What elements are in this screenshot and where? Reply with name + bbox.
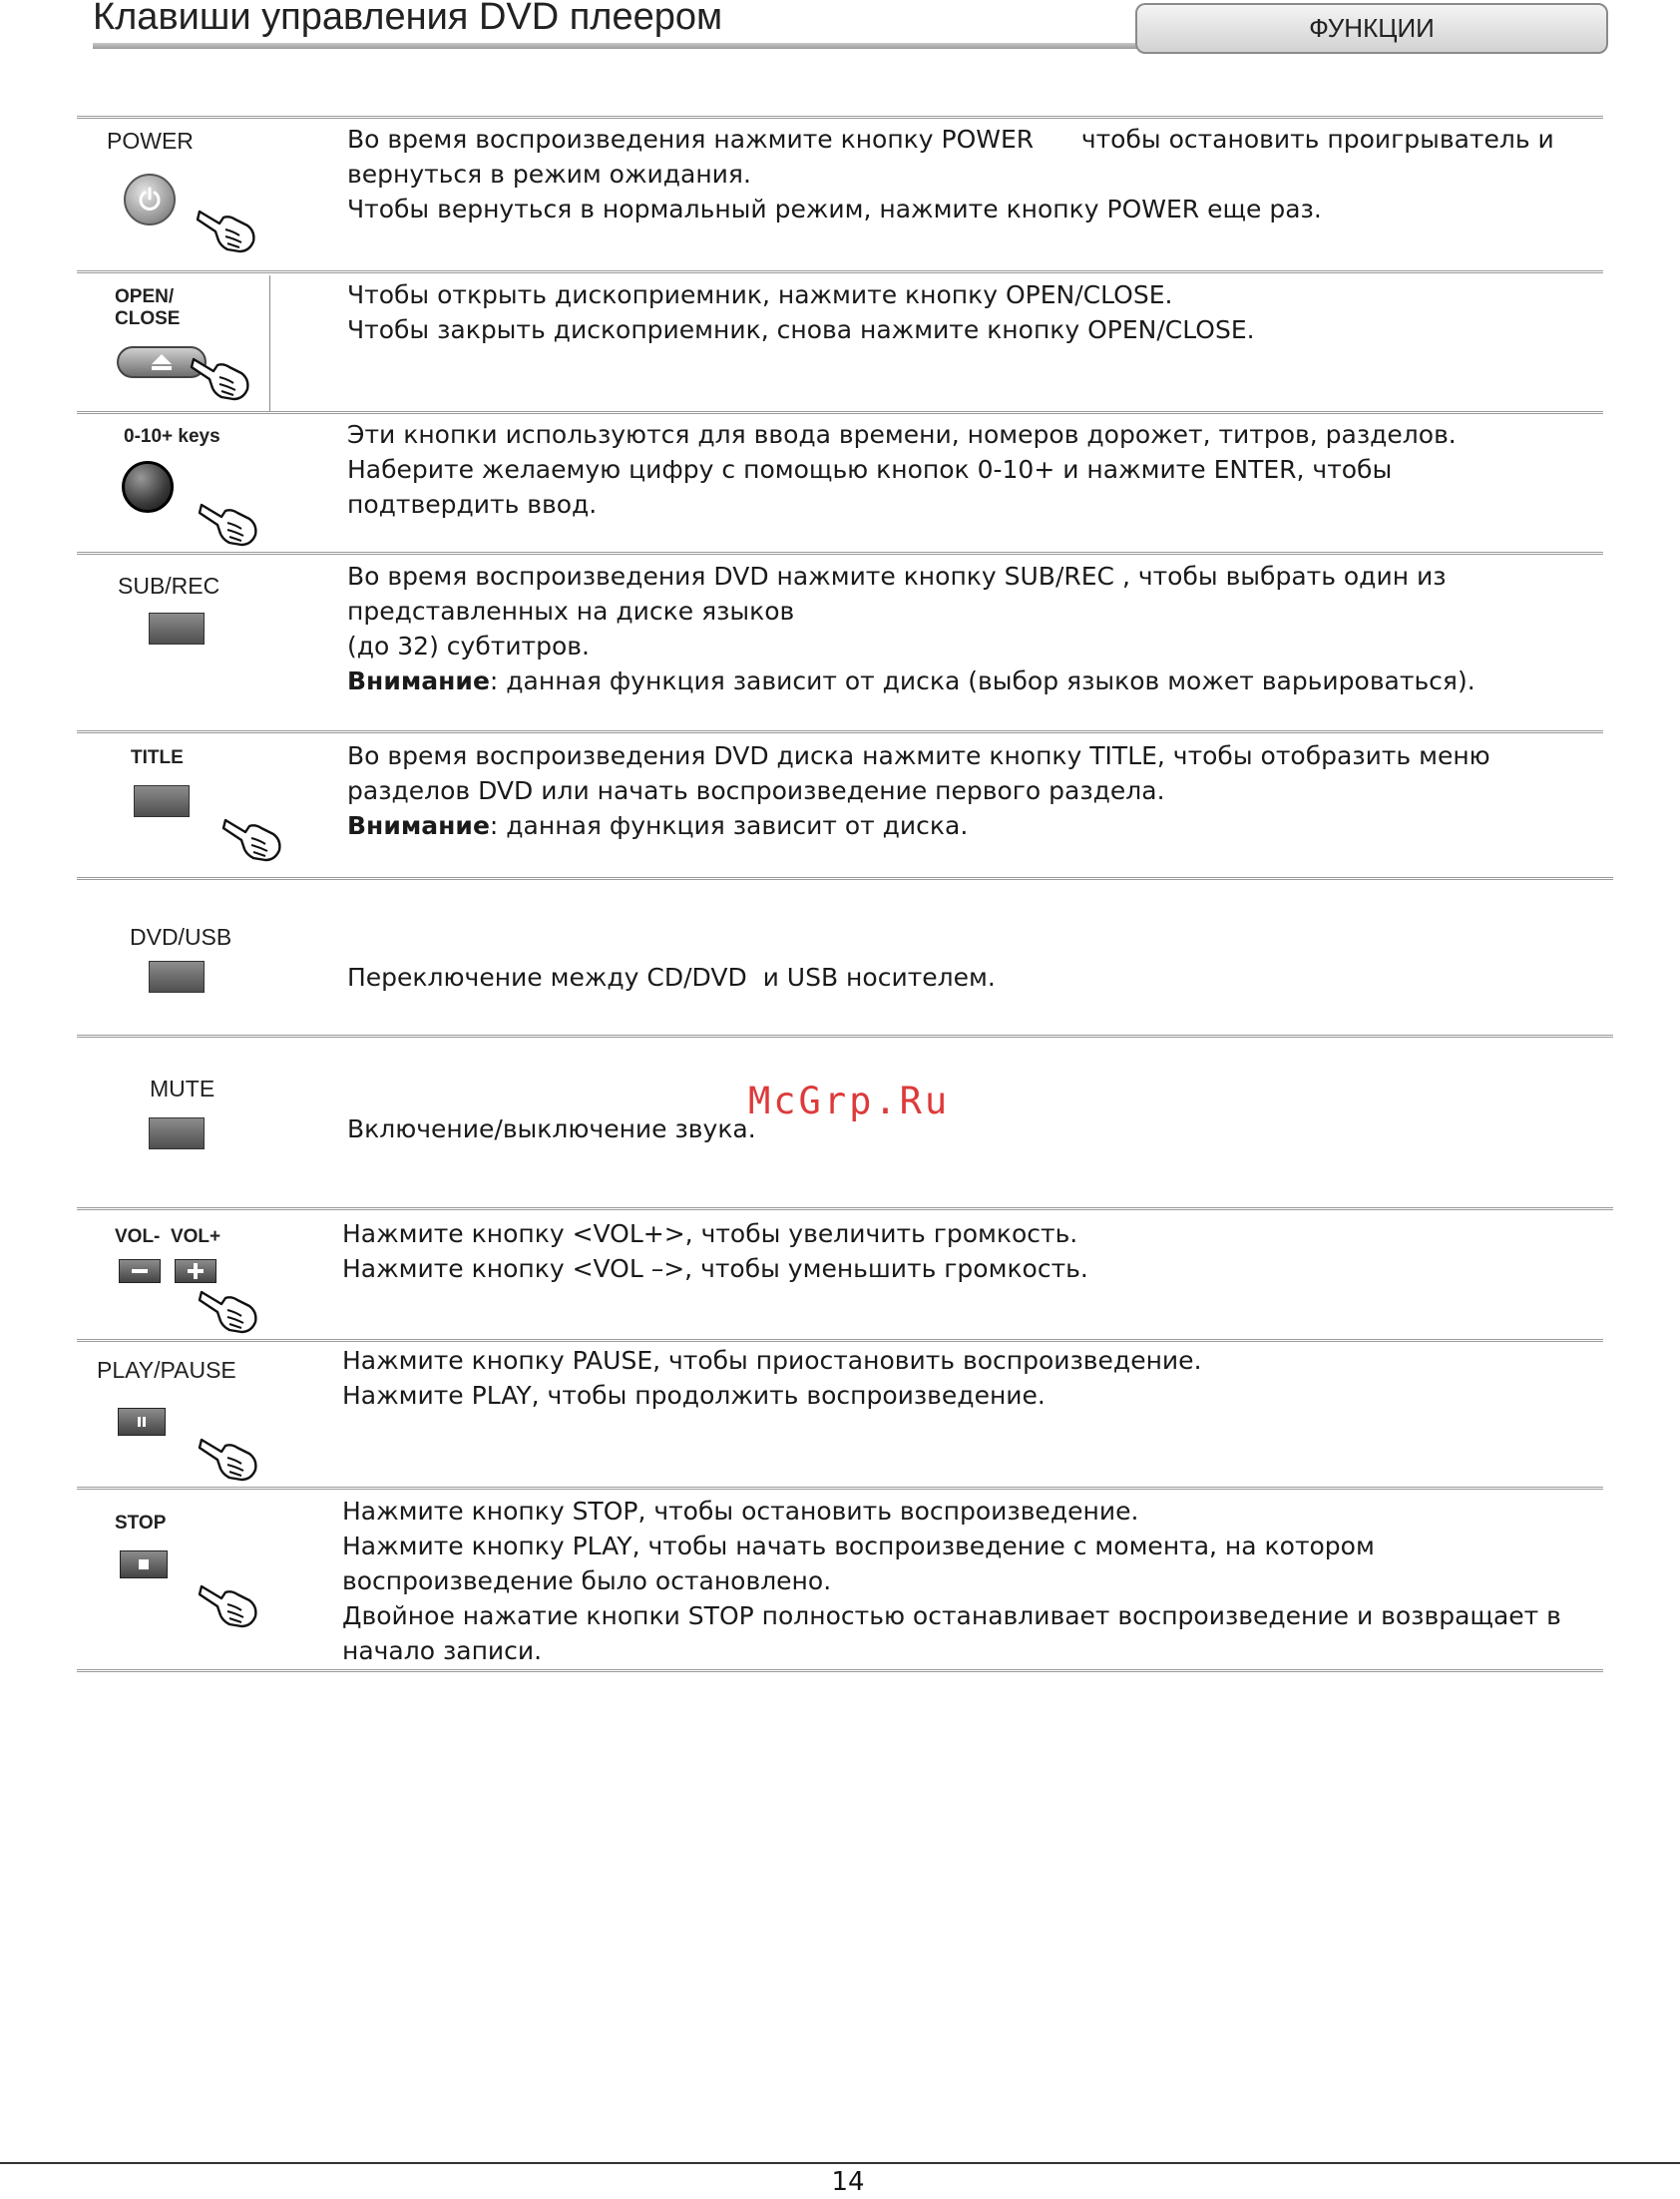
row-description <box>342 1494 1561 1668</box>
row-divider <box>77 877 1613 880</box>
row-description <box>347 1111 756 1146</box>
row-divider <box>77 552 1603 555</box>
pointing-hand-icon <box>198 1576 261 1630</box>
description-line: Включение/выключение звука. <box>347 1114 756 1143</box>
key-label: STOP <box>115 1513 167 1534</box>
volume-down-button <box>119 1259 161 1283</box>
cell-border <box>269 275 270 411</box>
power-icon <box>136 186 164 214</box>
pointing-hand-icon <box>198 1430 261 1484</box>
page-title: Клавиши управления DVD плеером <box>93 0 723 38</box>
minus-icon <box>132 1268 148 1274</box>
pointing-hand-icon <box>221 810 285 864</box>
description-line: представленных на диске языков <box>347 597 795 626</box>
key-label: TITLE <box>131 747 184 768</box>
pointing-hand-icon <box>198 495 261 549</box>
description-line: Нажмите кнопку <VOL –>, чтобы уменьшить громкость. <box>342 1254 1088 1283</box>
row-divider <box>77 1669 1603 1672</box>
note-label: Внимание <box>347 666 490 695</box>
digit-button <box>122 461 174 513</box>
stop-button <box>120 1550 168 1578</box>
stop-icon <box>139 1559 149 1569</box>
description-line: Нажмите кнопку PLAY, чтобы начать воспроизведение с момента, на котором <box>342 1532 1375 1560</box>
mute-button <box>149 1117 205 1149</box>
description-line: подтвердить ввод. <box>347 490 598 519</box>
title-underline <box>93 43 1140 49</box>
description-line: Нажмите PLAY, чтобы продолжить воспроизведение. <box>342 1381 1046 1410</box>
description-line: вернуться в режим ожидания. <box>347 160 751 189</box>
play-pause-button <box>118 1408 166 1436</box>
description-line: Чтобы закрыть дископриемник, снова нажмите кнопку OPEN/CLOSE. <box>347 315 1255 344</box>
description-line: Наберите желаемую цифру с помощью кнопок 0-10+ и нажмите ENTER, чтобы <box>347 455 1393 484</box>
row-description <box>347 960 996 995</box>
row-divider <box>77 116 1603 119</box>
description-line: (до 32) субтитров. <box>347 632 590 660</box>
description-line: Нажмите кнопку STOP, чтобы остановить воспроизведение. <box>342 1497 1139 1526</box>
row-divider <box>77 730 1603 733</box>
description-line: Переключение между CD/DVD и USB носителем. <box>347 963 996 992</box>
row-description <box>347 277 1255 347</box>
watermark: McGrp.Ru <box>748 1080 951 1122</box>
description-line: начало записи. <box>342 1636 543 1665</box>
key-label: VOL- VOL+ <box>115 1226 221 1247</box>
sub-rec-button <box>149 613 205 645</box>
page-number: 14 <box>831 2167 865 2197</box>
pause-icon <box>136 1416 148 1428</box>
plus-icon <box>188 1263 204 1279</box>
description-line: Чтобы открыть дископриемник, нажмите кнопку OPEN/CLOSE. <box>347 280 1173 309</box>
description-line: Во время воспроизведения DVD нажмите кнопку SUB/REC , чтобы выбрать один из <box>347 562 1447 591</box>
description-line: Во время воспроизведения нажмите кнопку POWER чтобы остановить проигрыватель и <box>347 125 1554 154</box>
description-line: Чтобы вернуться в нормальный режим, нажмите кнопку POWER еще раз. <box>347 195 1322 223</box>
row-divider <box>77 1207 1613 1210</box>
row-divider <box>77 1487 1603 1490</box>
eject-icon <box>151 353 173 371</box>
key-label: SUB/REC <box>118 573 220 599</box>
key-label: OPEN/ CLOSE <box>115 286 181 329</box>
key-label: MUTE <box>150 1076 215 1101</box>
note-text: : данная функция зависит от диска. <box>489 811 969 840</box>
description-line: Во время воспроизведения DVD диска нажмите кнопку TITLE, чтобы отобразить меню <box>347 741 1490 770</box>
pointing-hand-icon <box>190 349 253 403</box>
row-description <box>342 1216 1088 1286</box>
power-button <box>124 174 176 225</box>
description-line: Двойное нажатие кнопки STOP полностью останавливает воспроизведение и возвращает в <box>342 1601 1561 1630</box>
key-label: DVD/USB <box>130 924 232 950</box>
note-text: : данная функция зависит от диска (выбор языков может варьироваться). <box>489 666 1475 695</box>
row-description <box>347 738 1490 843</box>
row-divider <box>77 1339 1603 1342</box>
row-divider <box>77 411 1603 414</box>
description-line: разделов DVD или начать воспроизведение первого раздела. <box>347 776 1165 805</box>
note-label: Внимание <box>347 811 490 840</box>
description-line: Эти кнопки используются для ввода времени, номеров дорожет, титров, разделов. <box>347 420 1457 449</box>
note-line <box>347 663 1475 698</box>
row-description <box>342 1343 1202 1413</box>
key-label: 0-10+ keys <box>124 426 220 447</box>
row-description <box>347 559 1475 698</box>
section-tab: ФУНКЦИИ <box>1135 3 1608 54</box>
footer-rule <box>0 2162 1680 2164</box>
pointing-hand-icon <box>198 1282 261 1336</box>
pointing-hand-icon <box>196 202 259 255</box>
dvd-usb-button <box>149 961 205 993</box>
title-button <box>134 785 190 817</box>
key-label: POWER <box>107 128 194 154</box>
row-divider <box>77 270 1603 273</box>
key-label: PLAY/PAUSE <box>97 1357 236 1383</box>
description-line: Нажмите кнопку PAUSE, чтобы приостановить воспроизведение. <box>342 1346 1202 1375</box>
row-description <box>347 122 1554 226</box>
volume-up-button <box>175 1259 216 1283</box>
note-line <box>347 808 1490 843</box>
description-line: воспроизведение было остановлено. <box>342 1566 832 1595</box>
row-divider <box>77 1035 1613 1038</box>
description-line: Нажмите кнопку <VOL+>, чтобы увеличить громкость. <box>342 1219 1078 1248</box>
row-description <box>347 417 1457 522</box>
